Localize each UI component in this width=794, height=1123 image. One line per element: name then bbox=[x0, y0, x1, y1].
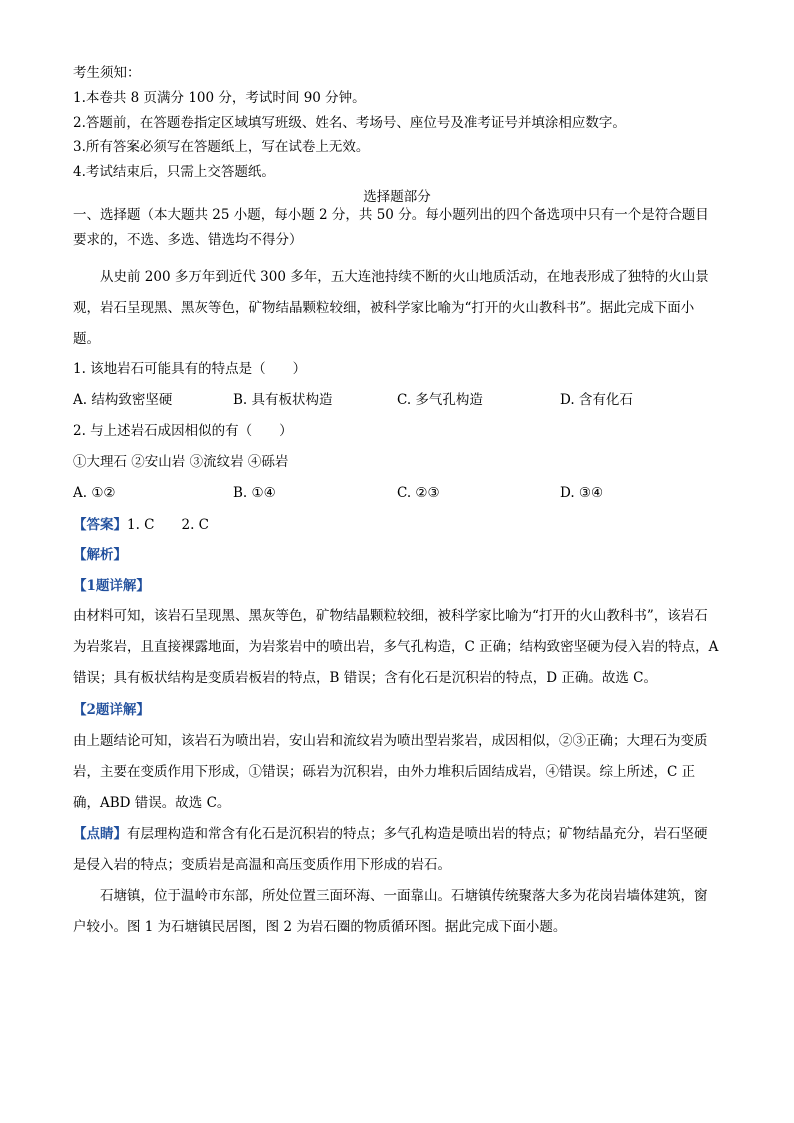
question-1-stem: 1. 该地岩石可能具有的特点是（ ） bbox=[73, 361, 307, 377]
answer-label: 【答案】 bbox=[73, 517, 127, 533]
notice-item-4: 4.考试结束后，只需上交答题纸。 bbox=[73, 164, 275, 180]
detail-1-label: 【1题详解】 bbox=[73, 578, 150, 594]
notice-item-1: 1.本卷共 8 页满分 100 分，考试时间 90 分钟。 bbox=[73, 90, 366, 106]
detail-2-text: 由上题结论可知，该岩石为喷出岩，安山岩和流纹岩为喷出型岩浆岩，成因相似，②③正确；大理石为变质岩，主要在变质作用下形成，①错误；砾岩为沉积岩，由外力堆积后固结成岩，④错误。综上所述，C 正确，ABD 错误。故选 C。 bbox=[73, 733, 708, 811]
tip-label: 【点睛】 bbox=[73, 826, 127, 842]
question-2-items: ①大理石 ②安山岩 ③流纹岩 ④砾岩 bbox=[73, 454, 289, 470]
notice-item-3: 3.所有答案必须写在答题纸上，写在试卷上无效。 bbox=[73, 139, 370, 155]
analysis-label-text: 【解析】 bbox=[73, 547, 127, 563]
question-1-option-c: C. 多气孔构造 bbox=[397, 392, 483, 408]
detail-2-heading bbox=[73, 701, 150, 719]
section-intro: 一、选择题（本大题共 25 小题，每小题 2 分，共 50 分。每小题列出的四个备选项中只有一个是符合题目要求的，不选、多选、错选均不得分） bbox=[73, 207, 709, 248]
question-1-option-b: B. 具有板状构造 bbox=[233, 392, 333, 408]
tip-paragraph bbox=[73, 819, 719, 881]
tip-text: 有层理构造和常含有化石是沉积岩的特点；多气孔构造是喷出岩的特点；矿物结晶充分，岩石坚硬是侵入岩的特点；变质岩是高温和高压变质作用下形成的岩石。 bbox=[73, 826, 708, 873]
detail-1-heading bbox=[73, 577, 150, 595]
answer-line bbox=[73, 516, 209, 534]
question-2-option-d: D. ③④ bbox=[560, 485, 604, 501]
question-2-stem: 2. 与上述岩石成因相似的有（ ） bbox=[73, 423, 293, 439]
passage-2: 石塘镇，位于温岭市东部，所处位置三面环海、一面靠山。石塘镇传统聚落大多为花岗岩墙体建筑，窗户较小。图 1 为石塘镇民居图，图 2 为岩石圈的物质循环图。据此完成下面小题。 bbox=[73, 888, 708, 935]
question-2-option-a: A. ①② bbox=[73, 485, 116, 501]
section-title: 选择题部分 bbox=[363, 189, 431, 205]
detail-2-label: 【2题详解】 bbox=[73, 702, 150, 718]
question-2-option-c: C. ②③ bbox=[397, 485, 440, 501]
answer-text: 1. C 2. C bbox=[127, 517, 210, 533]
question-1-option-d: D. 含有化石 bbox=[560, 392, 633, 408]
passage-1: 从史前 200 多万年到近代 300 多年，五大连池持续不断的火山地质活动，在地表形成了独特的火山景观，岩石呈现黑、黑灰等色，矿物结晶颗粒较细，被科学家比喻为“打开的火山教科书”。据此完成下面小题。 bbox=[73, 269, 709, 347]
question-1-option-a: A. 结构致密坚硬 bbox=[73, 392, 173, 408]
notice-item-2: 2.答题前，在答题卷指定区域填写班级、姓名、考场号、座位号及准考证号并填涂相应数字。 bbox=[73, 115, 626, 131]
question-2-option-b: B. ①④ bbox=[233, 485, 276, 501]
detail-1-text: 由材料可知，该岩石呈现黑、黑灰等色，矿物结晶颗粒较细，被科学家比喻为“打开的火山教科书”，该岩石为岩浆岩，且直接裸露地面，为岩浆岩中的喷出岩，多气孔构造，C 正确；结构致密坚硬为侵入岩的特点，A 错误；具有板状结构是变质岩板岩的特点，B 错误；含有化石是沉积岩的特点，D 正确。故选 C。 bbox=[73, 608, 719, 686]
notice-title: 考生须知： bbox=[73, 65, 141, 81]
analysis-label bbox=[73, 546, 127, 564]
